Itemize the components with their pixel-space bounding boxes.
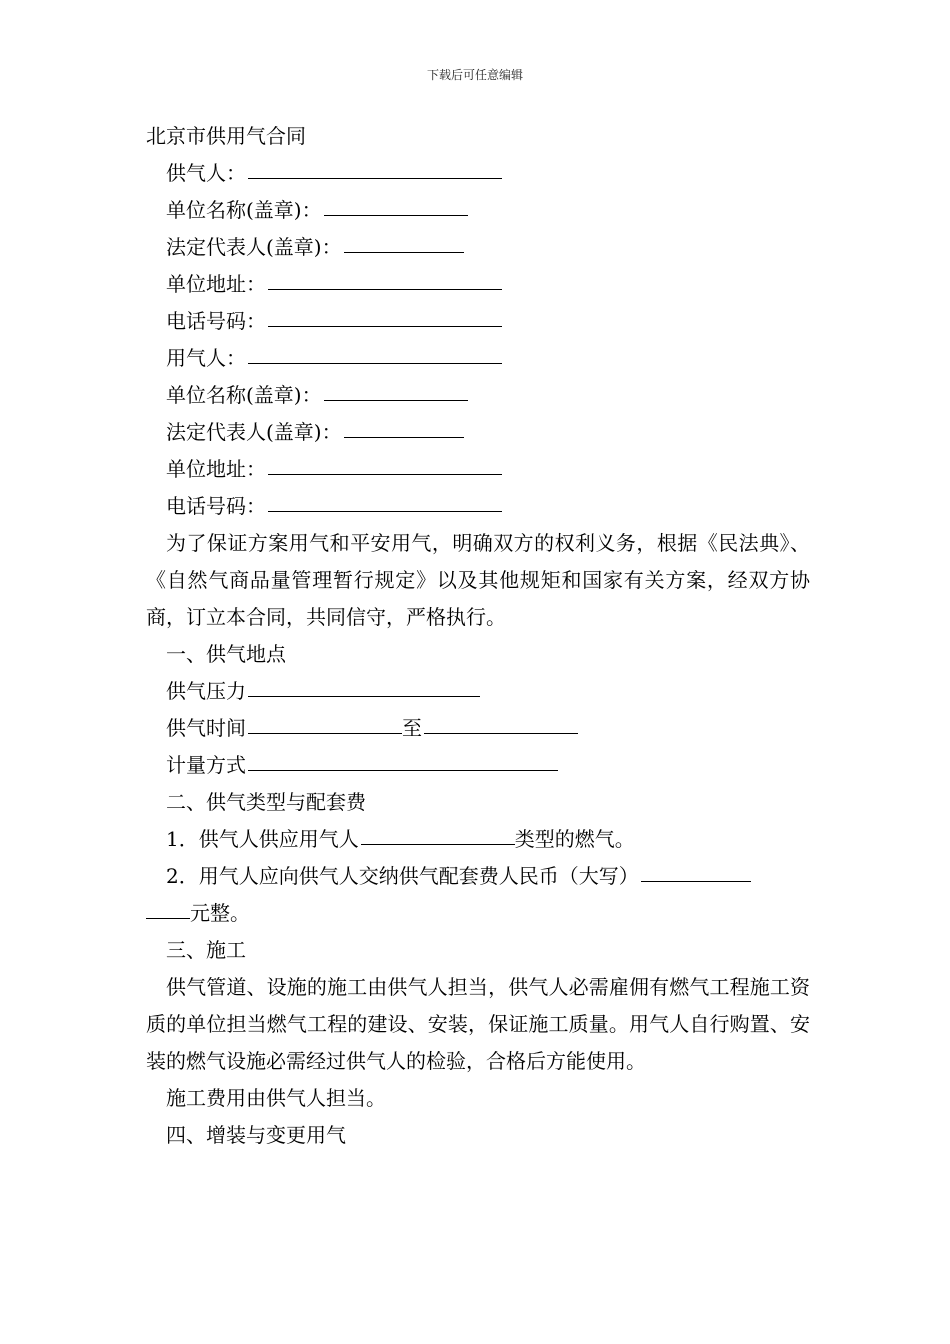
contract-body bbox=[146, 118, 810, 1154]
section-heading-2: 二、供气类型与配套费 bbox=[166, 790, 366, 814]
section-heading-1: 一、供气地点 bbox=[166, 642, 286, 666]
clause-2-2-cont bbox=[146, 895, 810, 932]
field-label: 单位地址： bbox=[166, 272, 266, 296]
field-label: 用气人： bbox=[166, 346, 246, 370]
section-3-paragraph-1: 供气管道、设施的施工由供气人担当，供气人必需雇佣有燃气工程施工资质的单位担当燃气工程的建设、安装，保证施工质量。用气人自行购置、安装的燃气设施必需经过供气人的检验，合格后方能使用。 bbox=[146, 975, 810, 1073]
field-label: 单位名称(盖章)： bbox=[166, 383, 322, 407]
field-supplier-rep bbox=[146, 229, 810, 266]
blank-line[interactable] bbox=[248, 695, 480, 697]
blank-line[interactable] bbox=[248, 362, 502, 364]
blank-line[interactable] bbox=[268, 325, 502, 327]
field-label: 法定代表人(盖章)： bbox=[166, 420, 342, 444]
blank-line[interactable] bbox=[641, 880, 751, 882]
field-pressure bbox=[146, 673, 810, 710]
field-label: 计量方式 bbox=[166, 753, 246, 777]
blank-line[interactable] bbox=[248, 732, 402, 734]
blank-line[interactable] bbox=[146, 917, 190, 919]
field-label: 法定代表人(盖章)： bbox=[166, 235, 342, 259]
field-supplier-address bbox=[146, 266, 810, 303]
field-user-address bbox=[146, 451, 810, 488]
field-label: 电话号码： bbox=[166, 494, 266, 518]
document-title: 北京市供用气合同 bbox=[146, 124, 306, 148]
field-label: 供气人： bbox=[166, 161, 246, 185]
blank-line[interactable] bbox=[268, 510, 502, 512]
clause-text: 2．用气人应向供气人交纳供气配套费人民币（大写） bbox=[166, 864, 639, 888]
field-supplier bbox=[146, 155, 810, 192]
field-supplier-unit bbox=[146, 192, 810, 229]
blank-line[interactable] bbox=[268, 473, 502, 475]
clause-2-2 bbox=[146, 858, 810, 895]
field-label: 单位名称(盖章)： bbox=[166, 198, 322, 222]
blank-line[interactable] bbox=[361, 843, 515, 845]
blank-line[interactable] bbox=[344, 251, 464, 253]
blank-line[interactable] bbox=[324, 399, 468, 401]
blank-line[interactable] bbox=[268, 288, 502, 290]
to-label: 至 bbox=[402, 716, 422, 740]
field-user-unit bbox=[146, 377, 810, 414]
field-supplier-phone bbox=[146, 303, 810, 340]
blank-line[interactable] bbox=[344, 436, 464, 438]
clause-text: 1．供气人供应用气人 bbox=[166, 827, 359, 851]
field-label: 供气时间 bbox=[166, 716, 246, 740]
blank-line[interactable] bbox=[424, 732, 578, 734]
field-label: 电话号码： bbox=[166, 309, 266, 333]
field-user-rep bbox=[146, 414, 810, 451]
field-label: 单位地址： bbox=[166, 457, 266, 481]
intro-paragraph: 为了保证方案用气和平安用气，明确双方的权利义务，根据《民法典》、《自然气商品量管理暂行规定》以及其他规矩和国家有关方案，经双方协商，订立本合同，共同信守，严格执行。 bbox=[146, 531, 810, 629]
section-3-paragraph-2: 施工费用由供气人担当。 bbox=[166, 1086, 386, 1110]
clause-2-1 bbox=[146, 821, 810, 858]
field-label: 供气压力 bbox=[166, 679, 246, 703]
blank-line[interactable] bbox=[248, 769, 558, 771]
section-heading-4: 四、增装与变更用气 bbox=[166, 1123, 346, 1147]
blank-line[interactable] bbox=[324, 214, 468, 216]
field-supply-time bbox=[146, 710, 810, 747]
clause-text: 类型的燃气。 bbox=[514, 827, 635, 851]
field-metering bbox=[146, 747, 810, 784]
clause-text: 元整。 bbox=[190, 901, 250, 925]
field-user bbox=[146, 340, 810, 377]
blank-line[interactable] bbox=[248, 177, 502, 179]
field-user-phone bbox=[146, 488, 810, 525]
section-heading-3: 三、施工 bbox=[166, 938, 246, 962]
page-header: 下载后可任意编辑 bbox=[426, 68, 523, 82]
